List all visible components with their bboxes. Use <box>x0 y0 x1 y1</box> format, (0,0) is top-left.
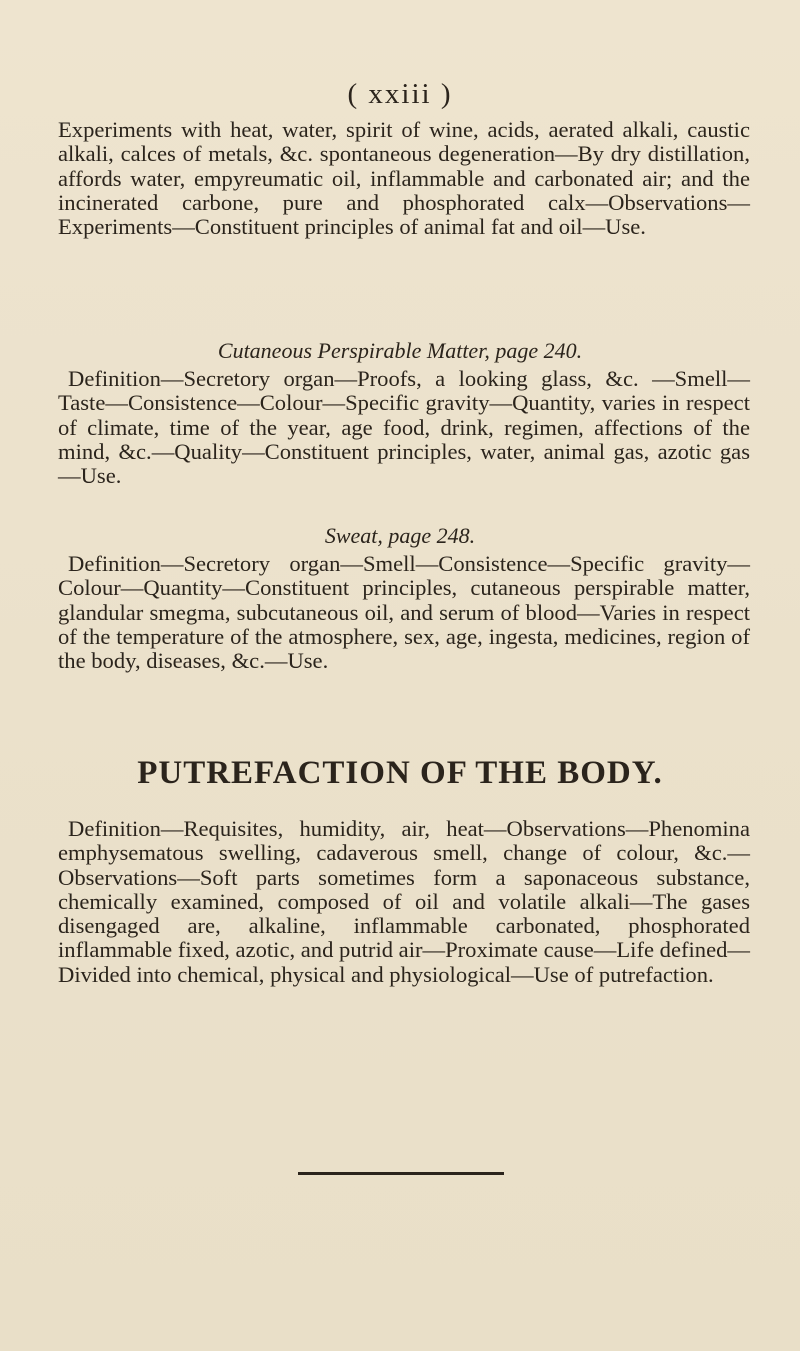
subheading-cutaneous-perspirable-matter: Cutaneous Perspirable Matter, page 240. <box>217 338 583 363</box>
section-heading-putrefaction: PUTREFACTION OF THE BODY. <box>137 755 663 791</box>
page-number: ( xxiii ) <box>347 78 453 110</box>
paragraph-sweat: Definition—Secretory organ—Smell—Consistence—Specific gravity—Colour—Quantity—Constituent principles, cutaneous perspirable matter, glandular smegma, subcutaneous oil, and serum of blood—Varies in respect of the temperature of the atmosphere, sex, age, ingesta, medicines, region of the body, diseases, &c.—Use. <box>58 551 750 674</box>
subheading-sweat: Sweat, page 248. <box>324 523 476 548</box>
paragraph-perspirable-matter: Definition—Secretory organ—Proofs, a looking glass, &c. —Smell—Taste—Consistence—Colour—Specific gravity—Quantity, varies in respect of climate, time of the year, age food, drink, regimen, affections of the mind, &c.—Quality—Constituent principles, water, animal gas, azotic gas—Use. <box>58 366 750 489</box>
paragraph-putrefaction: Definition—Requisites, humidity, air, heat—Observations—Phenomina emphysematous swelling, cadaverous smell, change of colour, &c.—Observations—Soft parts sometimes form a saponaceous substance, chemically examined, composed of oil and volatile alkali—The gases disengaged are, alkaline, inflammable carbonated, phosphorated inflammable fixed, azotic, and putrid air—Proximate cause—Life defined—Divided into chemical, physical and physiological—Use of putrefaction. <box>58 816 750 987</box>
end-rule-divider <box>298 1172 504 1175</box>
paragraph-animal-fat: Experiments with heat, water, spirit of wine, acids, aerated alkali, caustic alkali, calces of metals, &c. spontaneous degeneration—By dry distillation, affords water, empyreumatic oil, inflammable and carbonated air; and the incinerated carbone, pure and phosphorated calx—Observations—Experiments—Constituent principles of animal fat and oil—Use. <box>58 117 750 240</box>
